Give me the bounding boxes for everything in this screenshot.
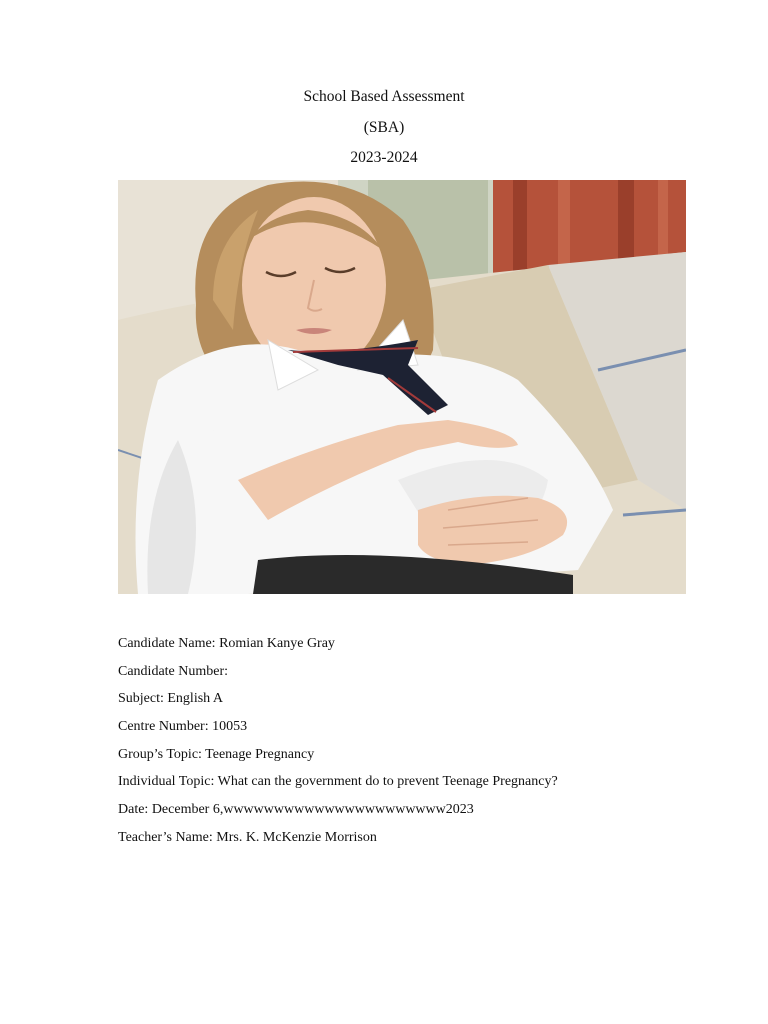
document-title: School Based Assessment (303, 88, 465, 105)
date: Date: December 6,wwwwwwwwwwwwwwwwwwwwww2023 (118, 802, 474, 818)
candidate-number: Candidate Number: (118, 663, 229, 679)
group-topic: Group’s Topic: Teenage Pregnancy (118, 746, 315, 762)
candidate-name: Candidate Name: Romian Kanye Gray (118, 636, 335, 651)
individual-topic: Individual Topic: What can the government do to prevent Teenage Pregnancy? (118, 774, 558, 790)
subject: Subject: English A (118, 691, 223, 707)
centre-number: Centre Number: 10053 (118, 719, 248, 735)
teacher-name: Teacher’s Name: Mrs. K. McKenzie Morrison (118, 829, 377, 845)
cover-photo (118, 180, 686, 594)
document-year: 2023-2024 (350, 149, 418, 166)
candidate-details (118, 634, 718, 856)
document-abbreviation: (SBA) (363, 119, 405, 136)
